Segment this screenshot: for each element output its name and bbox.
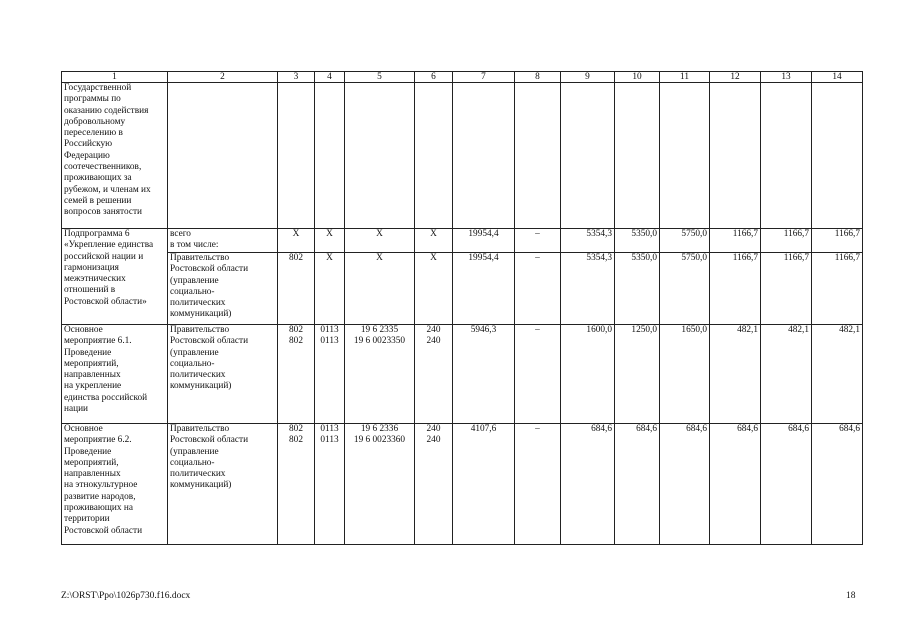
amount-cell: – bbox=[515, 424, 561, 545]
table-row bbox=[62, 253, 863, 325]
subprogram-title-cell: Подпрограмма 6 «Укрепление единства российской нации и гармонизация межэтнических отношений в Ростовской области» bbox=[62, 229, 168, 325]
amount-cell: 1166,7 bbox=[812, 229, 863, 253]
code-cell: X bbox=[315, 253, 345, 325]
amount-cell: 684,6 bbox=[761, 424, 812, 545]
amount-cell: 684,6 bbox=[660, 424, 710, 545]
program-continuation-cell: Государственной программы по оказанию содействия добровольному переселению в Российскую Федерацию соотечественников, проживающих за рубежом, и членам их семей в решении вопросов занятости bbox=[62, 83, 168, 229]
amount-cell: 684,6 bbox=[561, 424, 615, 545]
code-cell: 802 802 bbox=[278, 325, 315, 424]
header-cell: 4 bbox=[315, 72, 345, 83]
amount-cell: 19954,4 bbox=[453, 253, 515, 325]
header-cell: 3 bbox=[278, 72, 315, 83]
amount-cell: – bbox=[515, 229, 561, 253]
activity-title-cell: Основное мероприятие 6.1. Проведение мероприятий, направленных на укрепление единства российской нации bbox=[62, 325, 168, 424]
table-row bbox=[62, 325, 863, 424]
amount-cell: 1166,7 bbox=[710, 229, 761, 253]
amount-cell: – bbox=[515, 253, 561, 325]
header-cell: 9 bbox=[561, 72, 615, 83]
amount-cell: 5350,0 bbox=[615, 253, 660, 325]
amount-cell: 482,1 bbox=[761, 325, 812, 424]
amount-cell: – bbox=[515, 325, 561, 424]
amount-cell: 684,6 bbox=[615, 424, 660, 545]
header-cell: 1 bbox=[62, 72, 168, 83]
amount-cell: 1650,0 bbox=[660, 325, 710, 424]
table-row bbox=[62, 229, 863, 253]
code-cell: X bbox=[415, 253, 453, 325]
amount-cell: 482,1 bbox=[710, 325, 761, 424]
code-cell: X bbox=[345, 253, 415, 325]
code-cell: 0113 0113 bbox=[315, 325, 345, 424]
header-cell: 14 bbox=[812, 72, 863, 83]
amount-cell: 1166,7 bbox=[812, 253, 863, 325]
amount-cell: 1166,7 bbox=[761, 229, 812, 253]
executor-cell: Правительство Ростовской области (управление социально- политических коммуникаций) bbox=[168, 253, 278, 325]
amount-cell: 5350,0 bbox=[615, 229, 660, 253]
header-cell: 13 bbox=[761, 72, 812, 83]
budget-table bbox=[61, 71, 863, 545]
page-number: 18 bbox=[846, 591, 856, 601]
amount-cell: 19954,4 bbox=[453, 229, 515, 253]
code-cell: 0113 0113 bbox=[315, 424, 345, 545]
code-cell: 240 240 bbox=[415, 325, 453, 424]
executor-cell: Правительство Ростовской области (управление социально- политических коммуникаций) bbox=[168, 424, 278, 545]
code-cell: 19 6 2336 19 6 0023360 bbox=[345, 424, 415, 545]
amount-cell: 5946,3 bbox=[453, 325, 515, 424]
header-row bbox=[62, 72, 863, 83]
amount-cell: 1166,7 bbox=[710, 253, 761, 325]
code-cell: 240 240 bbox=[415, 424, 453, 545]
executor-cell: Правительство Ростовской области (управление социально- политических коммуникаций) bbox=[168, 325, 278, 424]
header-cell: 6 bbox=[415, 72, 453, 83]
amount-cell: 684,6 bbox=[710, 424, 761, 545]
amount-cell: 1166,7 bbox=[761, 253, 812, 325]
amount-cell: 5354,3 bbox=[561, 229, 615, 253]
amount-cell: 482,1 bbox=[812, 325, 863, 424]
amount-cell: 1600,0 bbox=[561, 325, 615, 424]
header-cell: 12 bbox=[710, 72, 761, 83]
header-cell: 5 bbox=[345, 72, 415, 83]
activity-title-cell: Основное мероприятие 6.2. Проведение мероприятий, направленных на этнокультурное развитие народов, проживающих на территории Ростовской области bbox=[62, 424, 168, 545]
amount-cell: 5750,0 bbox=[660, 229, 710, 253]
header-cell: 11 bbox=[660, 72, 710, 83]
header-cell: 2 bbox=[168, 72, 278, 83]
table-row bbox=[62, 83, 863, 229]
code-cell: 802 802 bbox=[278, 424, 315, 545]
amount-cell: 5354,3 bbox=[561, 253, 615, 325]
amount-cell: 4107,6 bbox=[453, 424, 515, 545]
code-cell: X bbox=[278, 229, 315, 253]
executor-cell: всего в том числе: bbox=[168, 229, 278, 253]
code-cell: X bbox=[315, 229, 345, 253]
table-row bbox=[62, 424, 863, 545]
file-path-footer: Z:\ORST\Ppo\1026p730.f16.docx bbox=[61, 591, 191, 601]
header-cell: 7 bbox=[453, 72, 515, 83]
code-cell: X bbox=[415, 229, 453, 253]
amount-cell: 5750,0 bbox=[660, 253, 710, 325]
amount-cell: 684,6 bbox=[812, 424, 863, 545]
code-cell: X bbox=[345, 229, 415, 253]
code-cell: 19 6 2335 19 6 0023350 bbox=[345, 325, 415, 424]
amount-cell: 1250,0 bbox=[615, 325, 660, 424]
header-cell: 10 bbox=[615, 72, 660, 83]
header-cell: 8 bbox=[515, 72, 561, 83]
code-cell: 802 bbox=[278, 253, 315, 325]
